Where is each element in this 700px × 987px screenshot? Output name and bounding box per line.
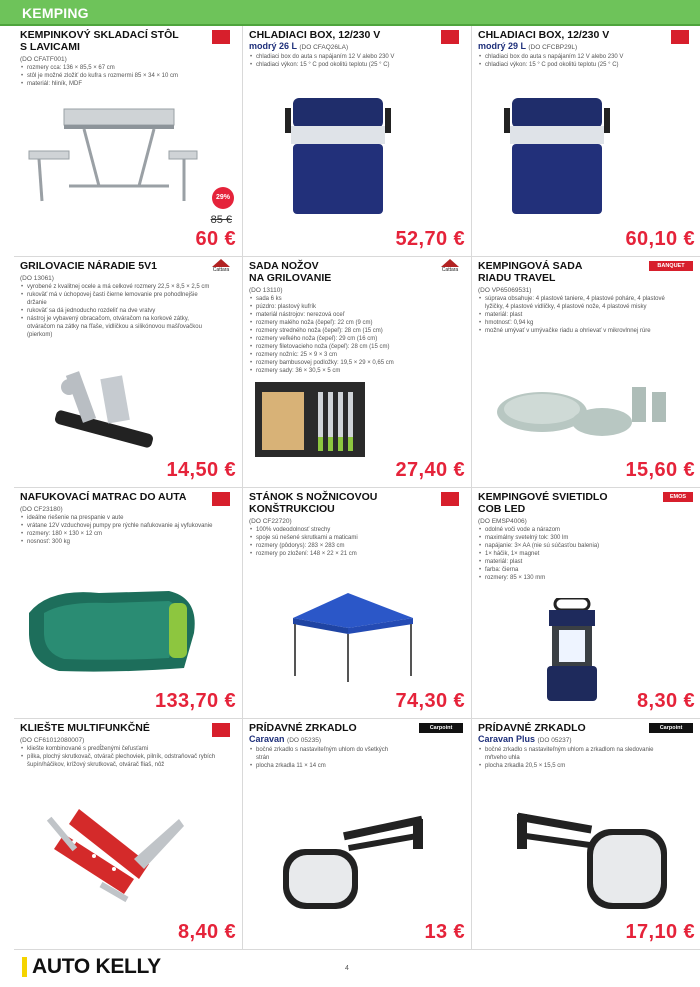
product-card[interactable] [243, 26, 472, 257]
cooler-box-image [502, 88, 612, 218]
product-card[interactable] [472, 488, 700, 719]
product-card[interactable] [14, 719, 243, 950]
dish-set-image [482, 367, 682, 447]
page-number: 4 [345, 965, 349, 972]
product-code: (DO CF22720) [249, 518, 292, 525]
air-mattress-image [19, 573, 204, 683]
product-title: STÁNOK S NOŽNICOVOU KONŠTRUKCIOU [249, 491, 378, 515]
product-features: • ideálne riešenie na prespanie v aute • vrátane 12V vzduchovej pumpy pre rýchle nafukovanie aj vyfukovanie • rozmery: 180 × 130 × 12 cm • nosnosť: 300 kg [20, 514, 235, 546]
product-grid [14, 26, 700, 950]
brand-logo-icon: BANQUET [649, 261, 693, 271]
product-features: • rozmery cca: 136 × 85,5 × 67 cm • stôl je možné zložiť do kufra s rozmermi 85 × 34 × 10 cm • materiál: hliník, MDF [20, 64, 235, 88]
camping-lantern-image [537, 598, 607, 703]
product-code: (DO CFATF001) [20, 56, 67, 63]
product-features: • odolné voči vode a nárazom • maximálny svetelný tok: 300 lm • napájanie: 3× AA (nie sú súčasťou balenia) • 1× háčik, 1× magnet • materiál: plast • farba: čierna • rozmery: 85 × 130 mm [478, 526, 653, 582]
product-features: • chladiaci box do auta s napájaním 12 V alebo 230 V • chladiaci výkon: 15 ° C pod okolitú teplotu (25 ° C) [249, 53, 464, 69]
old-price: 85 € [210, 214, 232, 226]
product-title: NAFUKOVACÍ MATRAC DO AUTA [20, 491, 187, 503]
product-subtitle: Caravan Plus (DO 05237) [478, 734, 572, 744]
product-title: CHLADIACI BOX, 12/230 V [249, 29, 381, 41]
product-title: CHLADIACI BOX, 12/230 V [478, 29, 610, 41]
product-code: (DO EMSP4006) [478, 518, 527, 525]
price: 15,60 € [625, 459, 695, 481]
product-card[interactable] [243, 719, 472, 950]
product-code: (DO CF23180) [20, 506, 63, 513]
canopy-tent-image [273, 588, 423, 683]
product-title: KLIEŠTE MULTIFUNKČNÉ [20, 722, 150, 734]
product-features: • vyrobené z kvalitnej ocele a má celkové rozmery 22,5 × 8,5 × 2,5 cm • rukoväť má v úchopovej časti čierne lemovanie pre pohodlnejšie držanie • rukoväť sa dá jednoducho rozdeliť na dve vratvy • nástroj je vybavený obracačom, otváračom na korkové zátky, otváračom na zátky na fľaše, vidličkou a silikónovou mašľovačkou (pierkom) [20, 283, 210, 339]
sale-badge-icon [441, 492, 459, 506]
cooler-box-image [283, 88, 393, 218]
sale-badge-icon [212, 723, 230, 737]
brand-logo-icon: Cattara [206, 259, 236, 279]
price: 52,70 € [395, 228, 465, 250]
product-subtitle: modrý 29 L (DO CFCBP29L) [478, 41, 578, 51]
price: 60 € [195, 228, 236, 250]
brand-logo-icon: Carpoint [419, 723, 463, 733]
product-subtitle: Caravan (DO 05235) [249, 734, 322, 744]
price: 27,40 € [395, 459, 465, 481]
product-features: • bočné zrkadlo s nastaviteľným uhlom a zrkadlom na sledovanie mŕtveho uhla • plocha zrkadla 20,5 × 15,5 cm [478, 746, 668, 770]
product-title: PRÍDAVNÉ ZRKADLO [478, 722, 586, 734]
product-features: • kliešte kombinované s predĺženými čeľusťami • pílka, plochý skrutkovač, otvárač plechoviek, pilník, odstraňovač rybích šupín/háčikov, krížový skrutkovač, otvárač fliaš, nôž [20, 745, 220, 769]
product-card[interactable] [14, 26, 243, 257]
sale-badge-icon [671, 30, 689, 44]
product-features: • bočné zrkadlo s nastaviteľným uhlom do všetkých strán • plocha zrkadla 11 × 14 cm [249, 746, 399, 770]
product-code: (DO 13061) [20, 275, 54, 282]
product-code: (DO VP65069531) [478, 287, 532, 294]
section-title: KEMPING [22, 5, 89, 21]
grill-tool-image [34, 367, 184, 457]
discount-badge: 29% [212, 187, 234, 209]
price: 14,50 € [166, 459, 236, 481]
product-card[interactable] [243, 257, 472, 488]
sale-badge-icon [212, 30, 230, 44]
price: 133,70 € [154, 690, 236, 712]
knife-set-image [253, 377, 403, 462]
product-title: KEMPINGOVÁ SADA RIADU TRAVEL [478, 260, 583, 284]
product-code: (DO 13110) [249, 287, 283, 294]
product-code: (DO CF61012080007) [20, 737, 85, 744]
product-title: SADA NOŽOV NA GRILOVANIE [249, 260, 332, 284]
product-title: KEMPINGOVÉ SVIETIDLO COB LED [478, 491, 608, 515]
product-card[interactable] [472, 26, 700, 257]
product-subtitle: modrý 26 L (DO CFAQ26LA) [249, 41, 349, 51]
price: 60,10 € [625, 228, 695, 250]
brand-logo-icon: Cattara [435, 259, 465, 279]
brand-logo-icon: EMOS [663, 492, 693, 502]
logo-text: AUTO KELLY [32, 955, 161, 978]
product-card[interactable] [472, 257, 700, 488]
product-card[interactable] [14, 257, 243, 488]
product-card[interactable] [243, 488, 472, 719]
multitool-pliers-image [39, 794, 189, 919]
product-title: KEMPINKOVÝ SKLADACÍ STÔL S LAVICAMI [20, 29, 179, 53]
price: 8,30 € [636, 690, 695, 712]
product-card[interactable] [472, 719, 700, 950]
logo-accent-icon [22, 957, 27, 977]
price: 17,10 € [625, 921, 695, 943]
product-features: • sada 6 ks • púzdro: plastový kufrík • materiál nástrojov: nerezová oceľ • rozmery malého noža (čepeľ): 22 cm (9 cm) • rozmery stredného noža (čepeľ): 28 cm (15 cm) • rozmery veľkého noža (čepeľ): 29 cm (16 cm) • rozmery filetovacieho noža (čepeľ): 28 cm (15 cm) • rozmery nožníc: 25 × 9 × 3 cm • rozmery bambusovej podložky: 19,5 × 29 × 0,65 cm • rozmery sady: 36 × 30,5 × 5 cm [249, 295, 464, 375]
price: 13 € [424, 921, 465, 943]
product-title: PRÍDAVNÉ ZRKADLO [249, 722, 357, 734]
caravan-mirror-image [273, 814, 438, 919]
product-title: GRILOVACIE NÁRADIE 5V1 [20, 260, 157, 272]
product-card[interactable] [14, 488, 243, 719]
product-features: • súprava obsahuje: 4 plastové taniere, 4 plastové poháre, 4 plastové lyžičky, 4 plastové vidličky, 4 plastové nože, 4 plastové misky • materiál: plast • hmotnosť: 0,94 kg • možné umývať v umývačke riadu a ohrievať v mikrovlnnej rúre [478, 295, 683, 335]
price: 74,30 € [395, 690, 465, 712]
sale-badge-icon [212, 492, 230, 506]
caravan-mirror-image [512, 809, 677, 919]
section-header [0, 0, 700, 26]
price: 8,40 € [177, 921, 236, 943]
product-features: • 100% vodeodolnosť strechy • spoje sú nešené skrutkami a maticami • rozmery (pôdorys): 283 × 283 cm • rozmery po zložení: 148 × 22 × 21 cm [249, 526, 464, 558]
product-features: • chladiaci box do auta s napájaním 12 V alebo 230 V • chladiaci výkon: 15 ° C pod okolitú teplotu (25 ° C) [478, 53, 693, 69]
brand-logo [22, 956, 161, 978]
sale-badge-icon [441, 30, 459, 44]
brand-logo-icon: Carpoint [649, 723, 693, 733]
folding-table-image [24, 91, 199, 211]
